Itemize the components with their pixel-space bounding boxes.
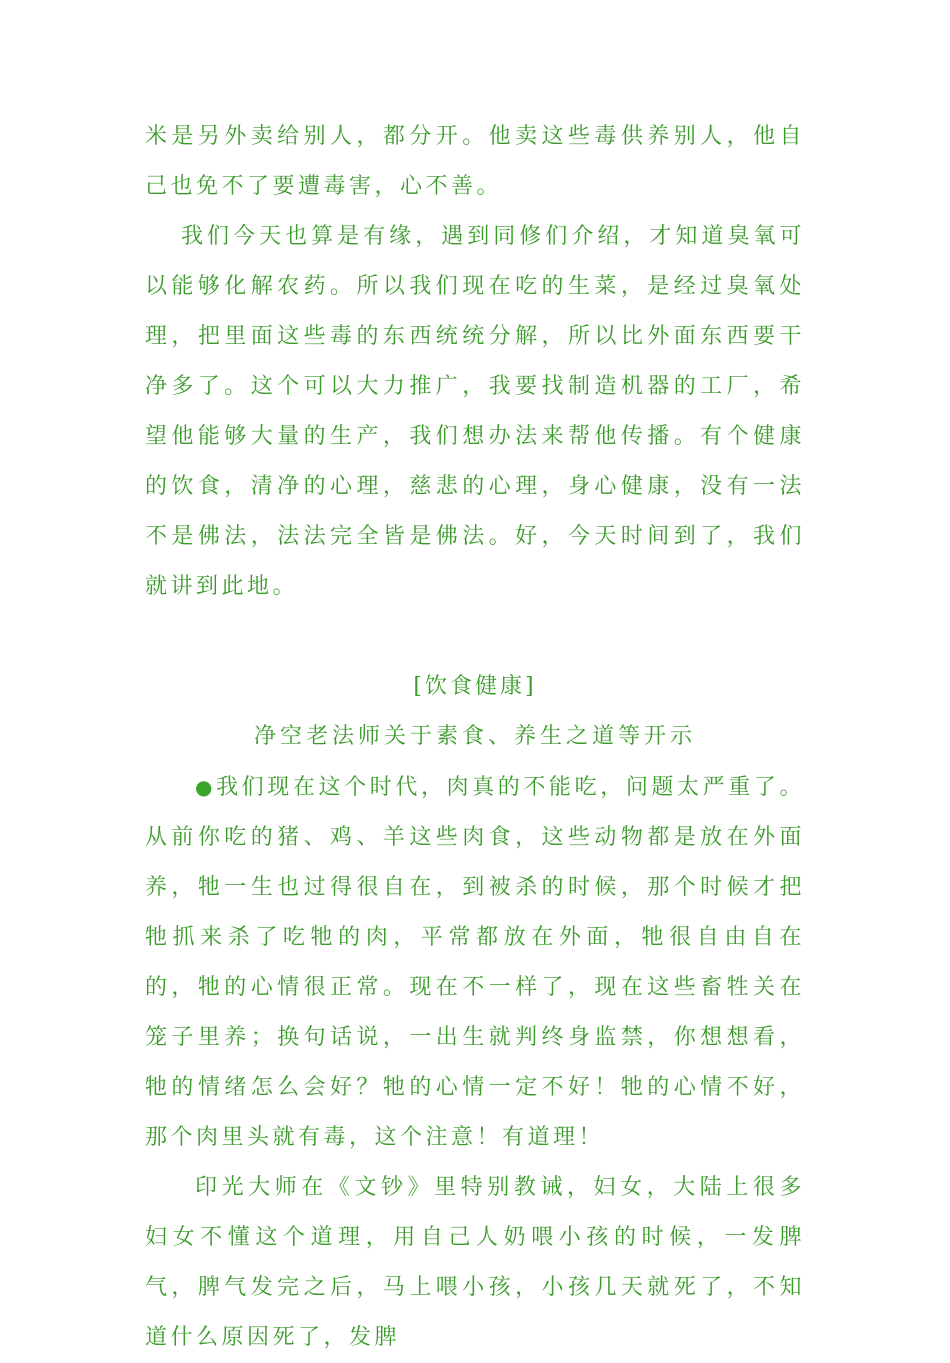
paragraph-meat-text: 我们现在这个时代，肉真的不能吃，问题太严重了。从前你吃的猪、鸡、羊这些肉食，这些动物都是放在外面养，牠一生也过得很自在，到被杀的时候，那个时候才把牠抓来杀了吃牠的肉，平常都放在外面，牠很自由自在的，牠的心情很正常。现在不一样了，现在这些畜牲关在笼子里养；换句话说，一出生就判终身监禁，你想想看，牠的情绪怎么会好？牠的心情一定不好！牠的心情不好，那个肉里头就有毒，这个注意！有道理！ bbox=[145, 775, 805, 1150]
document-page bbox=[145, 112, 805, 1363]
paragraph-meat bbox=[145, 762, 805, 1163]
section-title: [饮食健康] bbox=[413, 674, 537, 699]
bullet-dot-icon: ● bbox=[195, 775, 217, 799]
section-gap bbox=[145, 612, 805, 662]
paragraph-continuation: 米是另外卖给别人，都分开。他卖这些毒供养别人，他自己也免不了要遭毒害，心不善。 bbox=[145, 124, 805, 199]
paragraph-ozone: 我们今天也算是有缘，遇到同修们介绍，才知道臭氧可以能够化解农药。所以我们现在吃的生菜，是经过臭氧处理，把里面这些毒的东西统统分解，所以比外面东西要干净多了。这个可以大力推广，我要找制造机器的工厂，希望他能够大量的生产，我们想办法来帮他传播。有个健康的饮食，清净的心理，慈悲的心理，身心健康，没有一法不是佛法，法法完全皆是佛法。好，今天时间到了，我们就讲到此地。 bbox=[145, 224, 805, 599]
paragraph-yinguang: 印光大师在《文钞》里特别教诫，妇女，大陆上很多妇女不懂这个道理，用自己人奶喂小孩的时候，一发脾气，脾气发完之后，马上喂小孩，小孩几天就死了，不知道什么原因死了，发脾 bbox=[145, 1175, 805, 1350]
section-subtitle: 净空老法师关于素食、养生之道等开示 bbox=[253, 724, 696, 749]
